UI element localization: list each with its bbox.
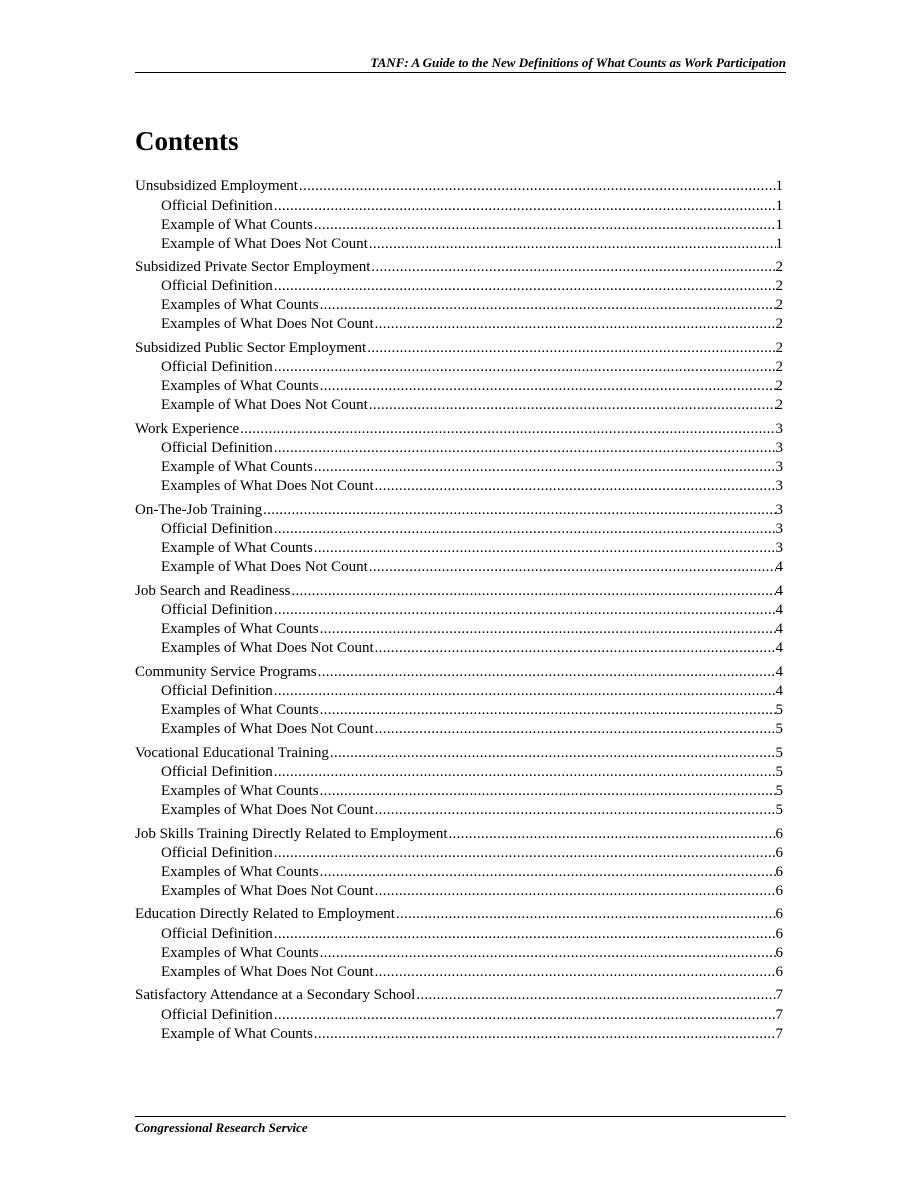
toc-page-number: 4 [775,683,783,700]
toc-entry-sub[interactable] [135,682,783,701]
toc-entry-sub[interactable] [135,296,783,315]
toc-entry-title: Subsidized Private Sector Employment [135,258,371,275]
toc-page-number: 1 [775,178,783,194]
toc-page-number: 3 [775,521,783,538]
toc-entry-main[interactable] [135,581,783,602]
toc-page-number: 2 [775,316,783,333]
toc-entry-sub[interactable] [135,520,783,539]
toc-entry-main[interactable] [135,500,783,521]
toc-page-number: 6 [775,906,783,923]
dot-leader [313,216,776,235]
toc-entry-title: Education Directly Related to Employment [135,906,395,923]
dot-leader [374,477,776,496]
dot-leader [273,601,776,620]
toc-page-number: 2 [775,297,783,314]
dot-leader [319,296,776,315]
toc-entry-sub[interactable] [135,925,783,944]
dot-leader [273,277,776,296]
toc-entry-title: Examples of What Does Not Count [161,721,374,738]
toc-page-number: 3 [775,540,783,557]
toc-entry-title: Example of What Counts [161,1025,313,1042]
toc-section [135,257,783,335]
toc-entry-title: Official Definition [161,845,273,861]
dot-leader [313,458,776,477]
toc-entry-title: Examples of What Counts [161,621,319,638]
dot-leader [415,985,775,1006]
toc-entry-title: Example of What Does Not Count [161,397,368,414]
toc-entry-sub[interactable] [135,601,783,620]
toc-page-number: 5 [775,802,783,819]
toc-page-number: 7 [775,987,783,1004]
toc-entry-main[interactable] [135,419,783,440]
toc-entry-sub[interactable] [135,277,783,296]
toc-entry-title: Example of What Does Not Count [161,235,368,252]
toc-entry-title: Examples of What Does Not Count [161,883,374,899]
toc-entry-title: Official Definition [161,197,273,214]
toc-page-number: 2 [775,258,783,275]
dot-leader [262,500,775,521]
toc-page-number: 2 [775,378,783,395]
toc-section [135,824,783,902]
toc-entry-sub[interactable] [135,620,783,639]
toc-entry-sub[interactable] [135,235,783,254]
dot-leader [273,844,776,863]
dot-leader [319,863,776,882]
toc-entry-sub[interactable] [135,639,783,658]
toc-entry-title: Examples of What Counts [161,702,319,719]
toc-entry-sub[interactable] [135,882,783,901]
toc-page-number: 5 [775,702,783,719]
toc-entry-sub[interactable] [135,315,783,334]
toc-entry-sub[interactable] [135,801,783,820]
toc-entry-sub[interactable] [135,701,783,720]
dot-leader [374,720,776,739]
toc-page-number: 6 [775,845,783,861]
toc-entry-title: Examples of What Does Not Count [161,802,374,819]
toc-page-number: 5 [775,783,783,800]
toc-page-number: 2 [775,359,783,376]
dot-leader [273,682,776,701]
toc-entry-sub[interactable] [135,782,783,801]
toc-entry-title: Example of What Counts [161,459,313,476]
toc-entry-title: Example of What Counts [161,216,313,233]
dot-leader [273,439,776,458]
toc-entry-sub[interactable] [135,396,783,415]
toc-entry-main[interactable] [135,904,783,925]
toc-section [135,985,783,1044]
toc-page-number: 4 [775,621,783,638]
toc-entry-sub[interactable] [135,439,783,458]
toc-entry-title: Example of What Counts [161,540,313,557]
toc-entry-sub[interactable] [135,358,783,377]
toc-entry-sub[interactable] [135,1025,783,1044]
dot-leader [374,639,776,658]
toc-entry-sub[interactable] [135,944,783,963]
dot-leader [329,743,776,764]
toc-entry-title: Official Definition [161,683,273,700]
dot-leader [366,338,775,359]
toc-page-number: 5 [775,744,783,761]
toc-entry-title: Subsidized Public Sector Employment [135,339,367,356]
toc-page-number: 3 [775,420,783,437]
dot-leader [273,763,776,782]
toc-section [135,500,783,578]
dot-leader [290,581,775,602]
toc-entry-title: Official Definition [161,359,273,376]
toc-page-number: 7 [775,1006,783,1023]
dot-leader [273,1006,776,1025]
dot-leader [319,701,776,720]
dot-leader [374,882,776,901]
dot-leader [273,925,776,944]
toc-entry-title: Examples of What Counts [161,864,319,880]
toc-page-number: 7 [775,1025,783,1042]
toc-page-number: 5 [775,764,783,781]
toc-page-number: 4 [775,663,783,680]
toc-entry-main[interactable] [135,824,783,845]
dot-leader [368,396,776,415]
toc-page-number: 1 [775,216,783,233]
dot-leader [374,315,776,334]
toc-section [135,419,783,497]
toc-entry-title: Work Experience [135,420,240,437]
toc-entry-sub[interactable] [135,197,783,216]
toc-page-number: 2 [775,339,783,356]
running-header: TANF: A Guide to the New Definitions of What Counts as Work Participation [370,55,786,70]
toc-entry-title: Examples of What Does Not Count [161,640,374,657]
toc-entry-title: Example of What Does Not Count [161,559,368,576]
toc-section [135,743,783,821]
toc-entry-sub[interactable] [135,477,783,496]
toc-entry-title: Job Search and Readiness [135,582,291,599]
toc-page-number: 4 [775,559,783,576]
dot-leader [368,558,776,577]
dot-leader [317,662,776,683]
table-of-contents [135,176,783,1044]
toc-entry-sub[interactable] [135,216,783,235]
toc-entry-title: Unsubsidized Employment [135,178,298,194]
toc-section [135,904,783,982]
dot-leader [319,944,776,963]
toc-section [135,176,783,254]
toc-entry-title: Satisfactory Attendance at a Secondary School [135,987,416,1004]
dot-leader [313,539,776,558]
toc-entry-title: Examples of What Counts [161,297,319,314]
header-divider [135,72,786,73]
toc-entry-sub[interactable] [135,377,783,396]
dot-leader [273,358,776,377]
toc-entry-title: Examples of What Does Not Count [161,478,374,495]
toc-page-number: 6 [775,883,783,899]
toc-entry-main[interactable] [135,985,783,1006]
toc-page-number: 4 [775,640,783,657]
toc-section [135,581,783,659]
dot-leader [273,520,776,539]
toc-entry-title: Examples of What Counts [161,378,319,395]
toc-entry-title: Examples of What Counts [161,944,319,961]
toc-entry-sub[interactable] [135,863,783,882]
toc-page-number: 6 [775,864,783,880]
toc-entry-main[interactable] [135,176,783,197]
dot-leader [319,377,776,396]
toc-entry-title: Examples of What Does Not Count [161,316,374,333]
dot-leader [374,801,776,820]
toc-page-number: 2 [775,397,783,414]
toc-entry-title: Community Service Programs [135,663,317,680]
toc-page-number: 1 [775,235,783,252]
footer-divider [135,1116,786,1117]
dot-leader [298,176,776,197]
toc-page-number: 4 [775,582,783,599]
toc-entry-main[interactable] [135,743,783,764]
toc-page-number: 6 [775,825,783,842]
dot-leader [239,419,775,440]
toc-page-number: 2 [775,278,783,295]
toc-entry-title: Vocational Educational Training [135,744,329,761]
toc-entry-title: Official Definition [161,1006,273,1023]
dot-leader [374,963,776,982]
dot-leader [395,904,776,925]
toc-entry-title: Examples of What Does Not Count [161,963,374,980]
dot-leader [273,197,776,216]
toc-section [135,338,783,416]
toc-entry-title: Official Definition [161,521,273,538]
toc-entry-title: Job Skills Training Directly Related to Employment [135,825,448,842]
toc-entry-sub[interactable] [135,844,783,863]
dot-leader [313,1025,776,1044]
dot-leader [319,782,776,801]
toc-page-number: 1 [775,197,783,214]
toc-entry-main[interactable] [135,257,783,278]
toc-page-number: 6 [775,944,783,961]
dot-leader [319,620,776,639]
toc-page-number: 5 [775,721,783,738]
page-title: Contents [135,126,239,156]
toc-entry-sub[interactable] [135,1006,783,1025]
toc-entry-main[interactable] [135,662,783,683]
toc-entry-main[interactable] [135,338,783,359]
toc-entry-sub[interactable] [135,558,783,577]
toc-page-number: 3 [775,501,783,518]
toc-entry-title: On-The-Job Training [135,501,263,518]
dot-leader [448,824,776,845]
toc-entry-title: Official Definition [161,764,273,781]
toc-entry-title: Official Definition [161,602,273,619]
running-footer: Congressional Research Service [135,1120,308,1135]
toc-entry-title: Official Definition [161,925,273,942]
toc-page-number: 3 [775,459,783,476]
toc-page-number: 6 [775,925,783,942]
toc-page-number: 6 [775,963,783,980]
toc-entry-title: Official Definition [161,278,273,295]
dot-leader [368,235,776,254]
toc-entry-sub[interactable] [135,458,783,477]
toc-page-number: 4 [775,602,783,619]
toc-entry-sub[interactable] [135,963,783,982]
toc-entry-sub[interactable] [135,720,783,739]
dot-leader [370,257,775,278]
toc-entry-title: Examples of What Counts [161,783,319,800]
toc-page-number: 3 [775,478,783,495]
toc-entry-sub[interactable] [135,539,783,558]
toc-entry-sub[interactable] [135,763,783,782]
toc-page-number: 3 [775,440,783,457]
toc-entry-title: Official Definition [161,440,273,457]
toc-section [135,662,783,740]
